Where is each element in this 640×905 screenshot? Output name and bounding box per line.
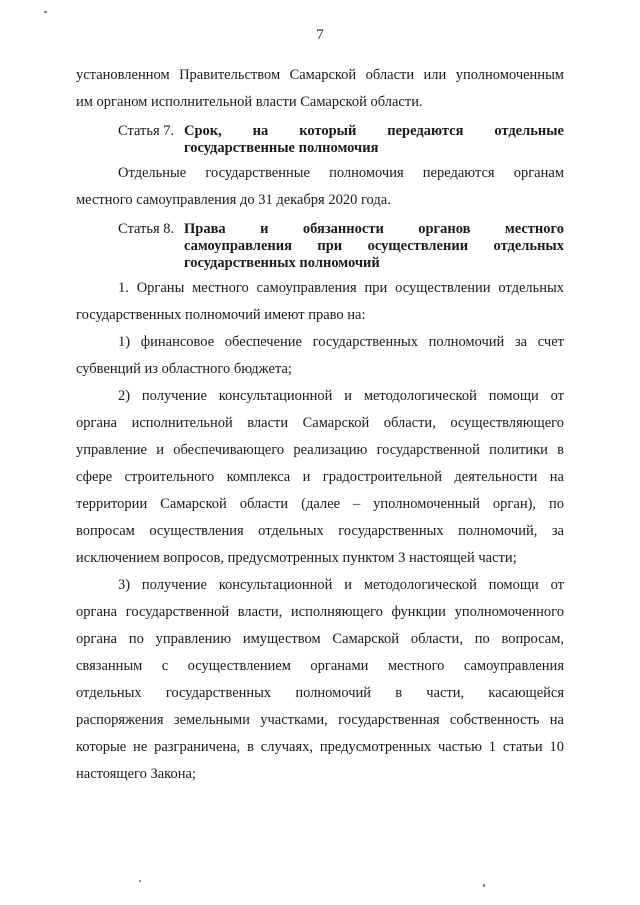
text-line: органа исполнительной власти Самарской области, осуществляющего	[76, 415, 564, 431]
text-line: государственных полномочий имеют право на:	[76, 307, 366, 323]
text-line: органа по управлению имуществом Самарской области, по вопросам,	[76, 631, 564, 647]
text-line: управление и обеспечивающего реализацию государственной политики в	[76, 442, 564, 458]
text-line: настоящего Закона;	[76, 766, 196, 782]
text-line: 3) получение консультационной и методологической помощи от	[118, 577, 564, 593]
text-line: исключением вопросов, предусмотренных пунктом 3 настоящей части;	[76, 550, 517, 566]
text-line: субвенций из областного бюджета;	[76, 361, 292, 377]
article-8-title-line: самоуправления при осуществлении отдельных	[184, 238, 564, 254]
scan-speck	[44, 11, 47, 13]
scan-speck	[483, 884, 485, 887]
text-line: органа государственной власти, исполняющего функции уполномоченного	[76, 604, 564, 620]
article-8-label: Статья 8.	[118, 221, 175, 237]
text-line: местного самоуправления до 31 декабря 2020 года.	[76, 192, 391, 208]
scan-speck	[139, 880, 141, 882]
page-number: 7	[316, 27, 324, 43]
text-line: сфере строительного комплекса и градостроительной деятельности на	[76, 469, 564, 485]
article-8-title-line: Права и обязанности органов местного	[184, 221, 564, 237]
text-line: Отдельные государственные полномочия передаются органам	[118, 165, 564, 181]
article-7-label: Статья 7.	[118, 123, 175, 139]
text-line: 2) получение консультационной и методологической помощи от	[118, 388, 564, 404]
text-line: вопросам осуществления отдельных государственных полномочий, за	[76, 523, 564, 539]
text-line: которые не разграничена, в случаях, предусмотренных частью 1 статьи 10	[76, 739, 564, 755]
text-line: установленном Правительством Самарской области или уполномоченным	[76, 67, 564, 83]
text-line: отдельных государственных полномочий в части, касающейся	[76, 685, 564, 701]
text-line: территории Самарской области (далее – уполномоченный орган), по	[76, 496, 564, 512]
article-8-title-line: государственных полномочий	[184, 255, 380, 271]
text-line: им органом исполнительной власти Самарской области.	[76, 94, 423, 110]
article-7-title-line: Срок, на который передаются отдельные	[184, 123, 564, 139]
text-line: связанным с осуществлением органами местного самоуправления	[76, 658, 564, 674]
article-7-title-line: государственные полномочия	[184, 140, 379, 156]
text-line: 1. Органы местного самоуправления при осуществлении отдельных	[118, 280, 564, 296]
text-line: 1) финансовое обеспечение государственных полномочий за счет	[118, 334, 564, 350]
text-line: распоряжения земельными участками, государственная собственность на	[76, 712, 564, 728]
